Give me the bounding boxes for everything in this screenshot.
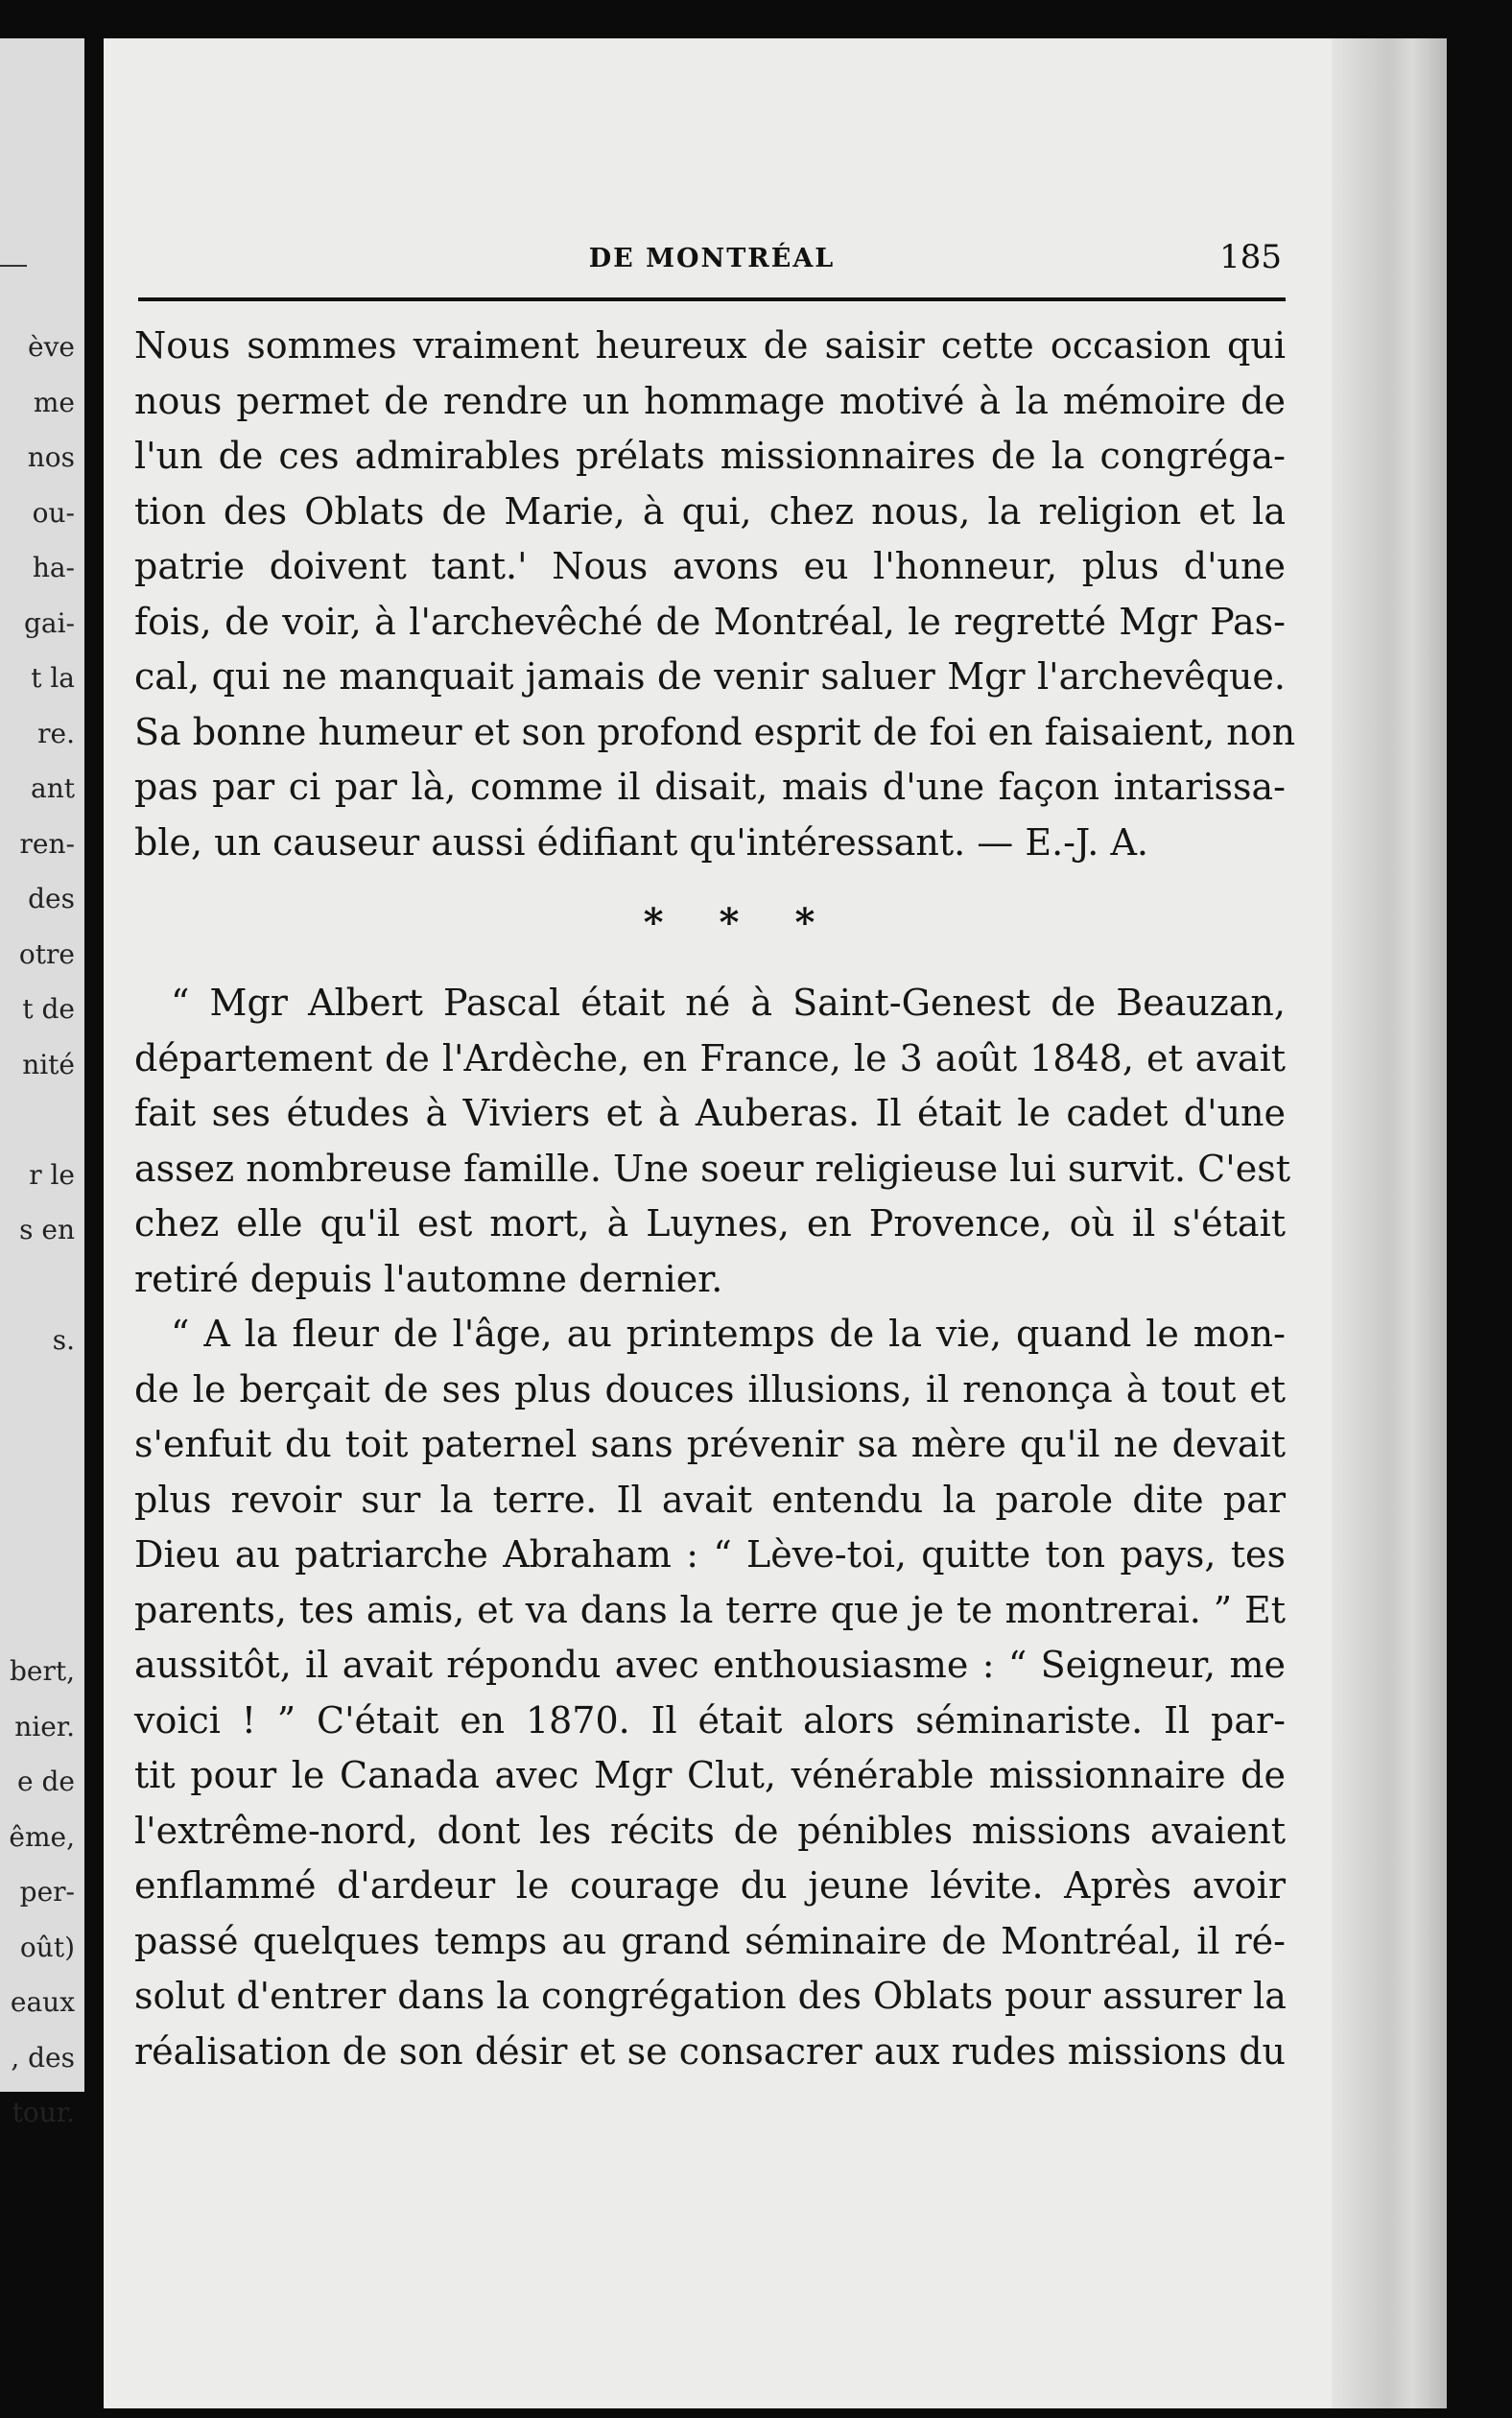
text-line: “ A la fleur de l'âge, au printemps de la vie, quand le mon- [171, 1313, 1286, 1355]
adjacent-page-fragment: t de [22, 993, 75, 1025]
text-line: pas par ci par là, comme il disait, mais d'une façon intarissa- [134, 766, 1286, 808]
adjacent-page-fragment: ève [28, 331, 75, 363]
adjacent-page-fragment: e de [17, 1766, 75, 1797]
adjacent-page-fragment: me [33, 386, 75, 418]
adjacent-page-fragment: gai- [23, 606, 75, 639]
text-line: plus revoir sur la terre. Il avait entendu la parole dite par [134, 1478, 1286, 1521]
adjacent-page-fragment: ren- [19, 827, 75, 860]
page-number: 185 [1219, 238, 1282, 276]
text-line: l'extrême-nord, dont les récits de pénibles missions avaient [134, 1809, 1286, 1852]
text-line: chez elle qu'il est mort, à Luynes, en Provence, où il s'était [134, 1202, 1286, 1245]
text-line: Dieu au patriarche Abraham : “ Lève-toi, quitte ton pays, tes [134, 1533, 1286, 1576]
text-line: Nous sommes vraiment heureux de saisir cette occasion qui [134, 324, 1286, 367]
text-line: cal, qui ne manquait jamais de venir saluer Mgr l'archevêque. [134, 655, 1286, 698]
page-header [138, 211, 1286, 301]
text-line: enflammé d'ardeur le courage du jeune lévite. Après avoir [134, 1864, 1286, 1907]
adjacent-page-fragment: r le [29, 1158, 75, 1191]
adjacent-page-fragment: eaux [10, 1986, 75, 2018]
adjacent-page-fragment: ha- [32, 552, 75, 583]
text-line: réalisation de son désir et se consacrer aux rudes missions du [134, 2029, 1286, 2073]
asterisk: * [643, 900, 664, 946]
adjacent-page-fragment: ant [31, 772, 75, 804]
text-line: l'un de ces admirables prélats missionnaires de la congréga- [134, 435, 1286, 477]
adjacent-page-fragment: otre [18, 937, 75, 970]
text-line: fait ses études à Viviers et à Auberas. Il était le cadet d'une [134, 1092, 1286, 1134]
body-text [134, 319, 1296, 2079]
running-title: DE MONTRÉAL [588, 244, 836, 273]
adjacent-page-fragment: , des [11, 2041, 75, 2074]
paragraph-editorial-note [134, 319, 1296, 870]
text-line: retiré depuis l'automne dernier. [134, 1257, 723, 1300]
adjacent-page-fragment: re. [37, 717, 75, 749]
text-line: ble, un causeur aussi édifiant qu'intéressant. — E.-J. A. [134, 820, 1148, 864]
text-line: voici ! ” C'était en 1870. Il était alors séminariste. Il par- [134, 1698, 1286, 1742]
section-separator [134, 870, 1286, 976]
adjacent-page-fragment: ême, [9, 1820, 75, 1853]
adjacent-page-fragment: nos [27, 441, 75, 473]
text-line: passé quelques temps au grand séminaire de Montréal, il ré- [134, 1919, 1286, 1962]
text-line: s'enfuit du toit paternel sans prévenir sa mère qu'il ne devait [134, 1423, 1286, 1465]
text-line: département de l'Ardèche, en France, le 3 août 1848, et avait [134, 1036, 1286, 1079]
text-line: “ Mgr Albert Pascal était né à Saint-Genest de Beauzan, [171, 982, 1286, 1024]
text-line: Sa bonne humeur et son profond esprit de foi en faisaient, non [134, 710, 1296, 753]
adjacent-page-fragment: s. [52, 1324, 75, 1356]
text-line: de le berçait de ses plus douces illusions, il renonça à tout et [134, 1367, 1286, 1410]
adjacent-page-fragment: per- [19, 1876, 75, 1908]
adjacent-page-fragment: des [28, 883, 75, 914]
asterisk: * [794, 900, 815, 946]
text-line: aussitôt, il avait répondu avec enthousiasme : “ Seigneur, me [134, 1644, 1286, 1686]
adjacent-page-fragment: oût) [19, 1931, 75, 1963]
adjacent-page-fragment: ou- [32, 496, 75, 529]
page-stack-edge [1332, 38, 1447, 2408]
text-line: parents, tes amis, et va dans la terre que je te montrerai. ” Et [134, 1588, 1286, 1631]
text-line: assez nombreuse famille. Une soeur religieuse lui survit. C'est [134, 1147, 1290, 1190]
paragraph-biography-intro [134, 976, 1290, 1307]
book-page [104, 38, 1447, 2408]
adjacent-page-fragment: tour. [12, 2097, 75, 2128]
adjacent-page-fragment: nier. [14, 1710, 75, 1742]
text-line: nous permet de rendre un hommage motivé à la mémoire de [134, 379, 1286, 422]
paragraph-vocation [134, 1307, 1286, 2079]
text-line: patrie doivent tant.' Nous avons eu l'honneur, plus d'une [134, 545, 1286, 587]
adjacent-page-fragment: nité [22, 1048, 75, 1080]
text-line: fois, de voir, à l'archevêché de Montréal, le regretté Mgr Pas- [134, 600, 1286, 643]
text-line: tit pour le Canada avec Mgr Clut, vénérable missionnaire de [134, 1754, 1286, 1796]
asterisk: * [719, 900, 740, 946]
adjacent-page-fragment: t la [31, 662, 75, 694]
adjacent-page-fragment: s en [19, 1214, 75, 1245]
adjacent-page-fragment: bert, [9, 1655, 75, 1687]
adjacent-page-rule [0, 265, 27, 267]
adjacent-page-edge [0, 38, 84, 2128]
text-line: tion des Oblats de Marie, à qui, chez nous, la religion et la [134, 489, 1286, 533]
text-line: solut d'entrer dans la congrégation des Oblats pour assurer la [134, 1975, 1287, 2017]
